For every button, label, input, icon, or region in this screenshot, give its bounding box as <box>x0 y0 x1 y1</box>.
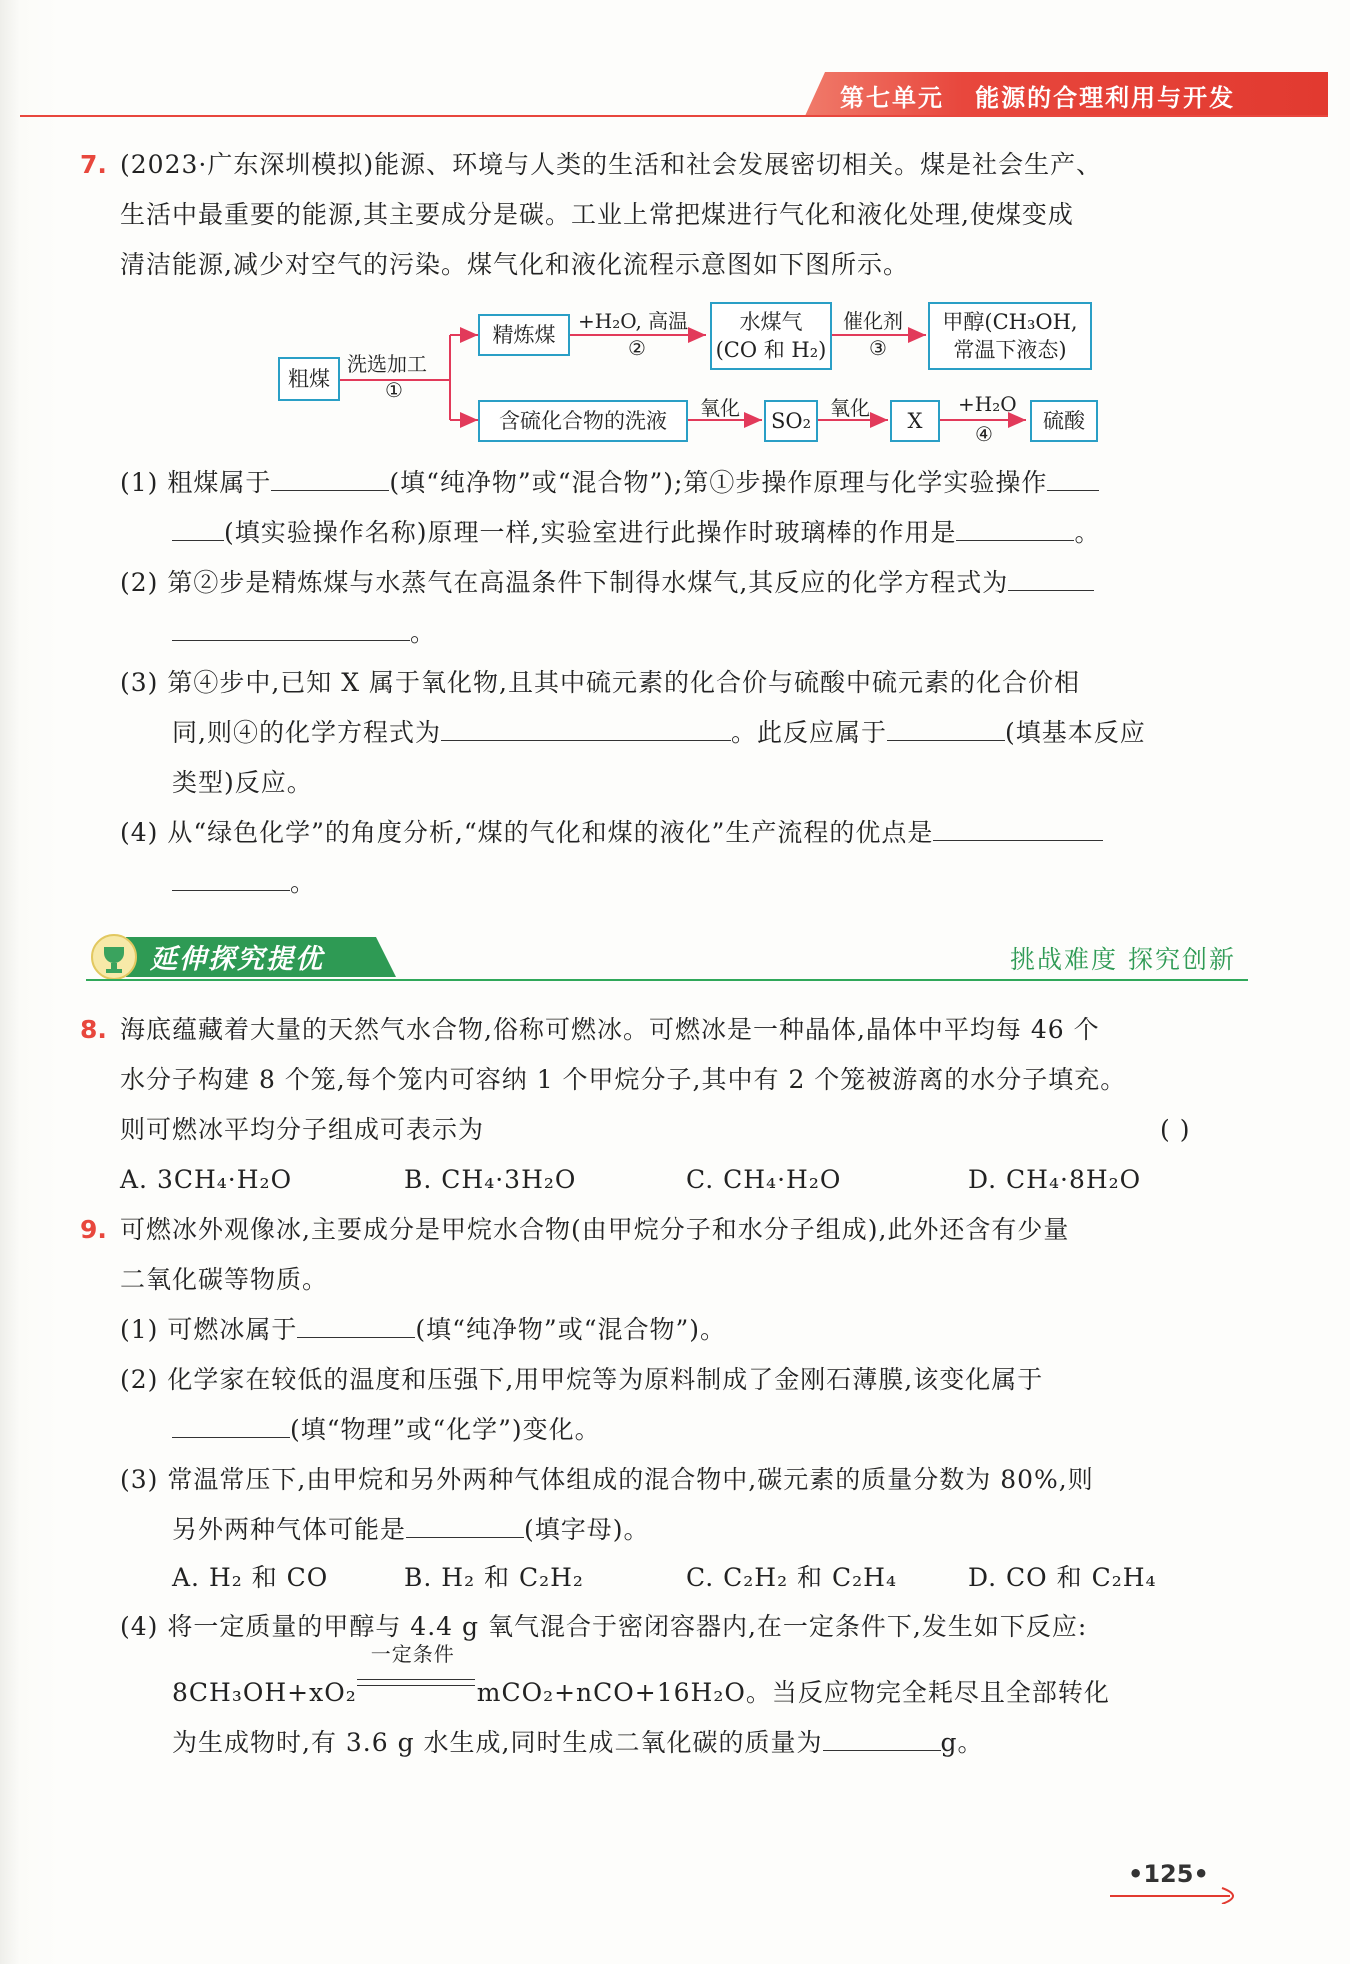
answer-blank[interactable] <box>172 1407 290 1438</box>
subquestion-3: (3) 第④步中,已知 X 属于氧化物,且其中硫元素的化合价与硫酸中硫元素的化合价相 <box>120 668 1080 697</box>
label-oxidation1: 氧化 <box>700 396 740 420</box>
subquestion-3: (3) 常温常压下,由甲烷和另外两种气体组成的混合物中,碳元素的质量分数为 80%,则 <box>120 1465 1094 1494</box>
label-oxidation2: 氧化 <box>830 396 870 420</box>
box-raw-coal: 粗煤 <box>278 357 340 401</box>
label-circle2: ② <box>628 336 646 360</box>
question-text: 生活中最重要的能源,其主要成分是碳。工业上常把煤进行气化和液化处理,使煤变成 <box>120 200 1074 229</box>
answer-blank[interactable] <box>887 710 1005 741</box>
answer-blank[interactable] <box>1008 560 1094 591</box>
box-x: X <box>890 400 940 442</box>
answer-blank[interactable] <box>406 1507 524 1538</box>
answer-blank[interactable] <box>172 610 410 641</box>
question-text: 水分子构建 8 个笼,每个笼内可容纳 1 个甲烷分子,其中有 2 个笼被游离的水分子填充。 <box>120 1065 1127 1094</box>
label-step3: 催化剂 <box>843 309 903 333</box>
answer-blank[interactable] <box>172 510 224 541</box>
question-text: 则可燃冰平均分子组成可表示为 <box>120 1115 485 1144</box>
subquestion-3-cont: 同,则④的化学方程式为 。此反应属于 (填基本反应 <box>172 708 1146 758</box>
page-number: •125• <box>1128 1860 1209 1888</box>
option-a[interactable]: A. 3CH₄·H₂O <box>120 1165 293 1194</box>
answer-bracket[interactable]: ( ) <box>1160 1115 1191 1144</box>
answer-blank[interactable] <box>271 460 389 491</box>
question-text: 可燃冰外观像冰,主要成分是甲烷水合物(由甲烷分子和水分子组成),此外还含有少量 <box>120 1215 1070 1244</box>
question-text: (2023·广东深圳模拟)能源、环境与人类的生活和社会发展密切相关。煤是社会生产、 <box>120 150 1103 179</box>
question-text: 海底蕴藏着大量的天然气水合物,俗称可燃冰。可燃冰是一种晶体,晶体中平均每 46 个 <box>120 1015 1100 1044</box>
subquestion-4-cont: 。 <box>172 858 316 908</box>
section-subtitle: 挑战难度 探究创新 <box>1010 945 1236 974</box>
reaction-condition: 一定条件 <box>370 1642 455 1666</box>
reaction-arrow <box>357 1642 477 1701</box>
question-text: 二氧化碳等物质。 <box>120 1265 329 1294</box>
subquestion-2: (2) 第②步是精炼煤与水蒸气在高温条件下制得水煤气,其反应的化学方程式为 <box>120 558 1094 608</box>
chapter-header <box>840 78 1235 113</box>
subquestion-4: (4) 将一定质量的甲醇与 4.4 g 氧气混合于密闭容器内,在一定条件下,发生如下反应: <box>120 1612 1088 1641</box>
label-circle3: ③ <box>869 336 887 360</box>
subquestion-1: (1) 可燃冰属于 (填“纯净物”或“混合物”)。 <box>120 1305 726 1355</box>
topic-label: 能源的合理利用与开发 <box>975 84 1236 112</box>
methanol-line1: 甲醇(CH₃OH, <box>942 310 1078 334</box>
option-d[interactable]: D. CH₄·8H₂O <box>968 1165 1142 1194</box>
answer-blank[interactable] <box>956 510 1074 541</box>
option-d[interactable]: D. CO 和 C₂H₄ <box>968 1563 1157 1592</box>
methanol-line2: 常温下液态) <box>953 338 1067 362</box>
label-step1: 洗选加工 <box>347 352 427 376</box>
box-so2: SO₂ <box>764 400 818 442</box>
subquestion-3-end: 类型)反应。 <box>172 768 313 797</box>
option-c[interactable]: C. C₂H₂ 和 C₂H₄ <box>686 1563 897 1592</box>
box-refined-coal: 精炼煤 <box>478 314 570 356</box>
section-title: 延伸探究提优 <box>150 944 324 975</box>
subquestion-1-cont: (填实验操作名称)原理一样,实验室进行此操作时玻璃棒的作用是 。 <box>172 508 1100 558</box>
equation-left: 8CH₃OH+xO₂ <box>172 1678 357 1707</box>
section-divider <box>86 979 1248 981</box>
option-c[interactable]: C. CH₄·H₂O <box>686 1165 842 1194</box>
answer-blank[interactable] <box>172 860 290 891</box>
unit-label: 第七单元 <box>840 84 944 112</box>
answer-blank[interactable] <box>1047 460 1099 491</box>
subquestion-3-cont: 另外两种气体可能是 (填字母)。 <box>172 1505 650 1555</box>
box-methanol <box>928 302 1092 370</box>
box-sulfuric-acid: 硫酸 <box>1030 400 1098 442</box>
equation-right: mCO₂+nCO+16H₂O。当反应物完全耗尽且全部转化 <box>476 1678 1110 1707</box>
label-step4: +H₂O <box>958 392 1017 416</box>
label-circle1: ① <box>385 378 403 402</box>
option-a[interactable]: A. H₂ 和 CO <box>172 1563 329 1592</box>
question-text: 清洁能源,减少对空气的污染。煤气化和液化流程示意图如下图所示。 <box>120 250 909 279</box>
answer-blank[interactable] <box>297 1307 415 1338</box>
option-b[interactable]: B. H₂ 和 C₂H₂ <box>404 1563 584 1592</box>
subquestion-1: (1) 粗煤属于 (填“纯净物”或“混合物”);第①步操作原理与化学实验操作 <box>120 458 1099 508</box>
option-b[interactable]: B. CH₄·3H₂O <box>404 1165 577 1194</box>
answer-blank[interactable] <box>441 710 731 741</box>
page-number-underline <box>1110 1884 1250 1904</box>
box-water-gas <box>710 302 832 370</box>
subquestion-2-cont: 。 <box>172 608 436 658</box>
label-step2: +H₂O, 高温 <box>578 309 689 333</box>
label-circle4: ④ <box>975 422 993 446</box>
reaction-equation <box>172 1642 1110 1718</box>
answer-blank[interactable] <box>823 1720 941 1751</box>
header-divider <box>20 115 1328 117</box>
subquestion-4: (4) 从“绿色化学”的角度分析,“煤的气化和煤的液化”生产流程的优点是 <box>120 808 1103 858</box>
subquestion-2: (2) 化学家在较低的温度和压强下,用甲烷等为原料制成了金刚石薄膜,该变化属于 <box>120 1365 1044 1394</box>
subquestion-2-cont: (填“物理”或“化学”)变化。 <box>172 1405 601 1455</box>
water-gas-formula: (CO 和 H₂) <box>715 338 827 362</box>
water-gas-name: 水煤气 <box>739 310 803 334</box>
box-wash-liquid: 含硫化合物的洗液 <box>478 400 688 442</box>
subquestion-4-end: 为生成物时,有 3.6 g 水生成,同时生成二氧化碳的质量为 g。 <box>172 1718 984 1768</box>
question-number: 7. <box>80 150 107 179</box>
question-number: 8. <box>80 1015 107 1044</box>
question-number: 9. <box>80 1215 107 1244</box>
answer-blank[interactable] <box>933 810 1103 841</box>
